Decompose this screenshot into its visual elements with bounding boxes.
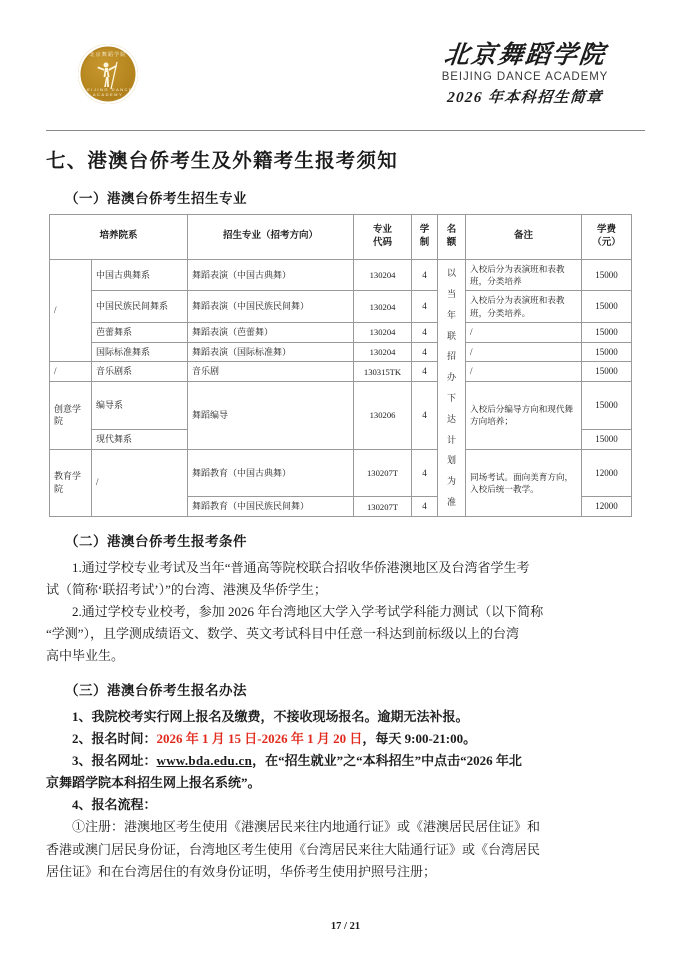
registration-flow-1-line-2: 香港或澳门居民身份证，台湾地区考生使用《台湾居民来往大陆通行证》或《台湾居民	[46, 841, 541, 857]
quota-char: 以	[447, 268, 457, 279]
cell-department: 国际标准舞系	[92, 342, 188, 362]
cell-code: 130204	[354, 342, 412, 362]
col-header-remark: 备注	[466, 215, 582, 260]
page-number: 17 / 21	[330, 921, 361, 932]
col-header-tuition-l2: （元）	[592, 238, 621, 248]
quota-char: 划	[447, 455, 457, 466]
cell-department: /	[92, 449, 188, 516]
cell-tuition: 15000	[582, 342, 632, 362]
registration-item-2-suffix: ，每天 9:00-21:00。	[362, 731, 477, 747]
cell-department: 芭蕾舞系	[92, 322, 188, 342]
registration-item-3-prefix: 3、报名网址：	[72, 753, 157, 769]
seal-bottom-text: BEIJING DANCE ACADEMY	[82, 87, 134, 97]
col-header-tuition-l1: 学费	[597, 224, 617, 235]
registration-flow-1-line-1: ①注册：港澳地区考生使用《港澳居民来往内地通行证》或《港澳居民居住证》和	[72, 819, 541, 835]
registration-item-2	[46, 728, 645, 749]
condition-item-2-line-3: 高中毕业生。	[46, 648, 125, 664]
col-header-quota	[438, 215, 466, 260]
cell-department: 现代舞系	[92, 429, 188, 449]
quota-char: 联	[447, 330, 457, 341]
cell-department: 中国民族民间舞系	[92, 291, 188, 322]
cell-code: 130206	[354, 382, 412, 449]
col-header-system-l2: 制	[419, 238, 430, 248]
table-row	[50, 382, 632, 430]
cell-remark: 入校后分为表演班和表教班，分类培养。	[466, 291, 582, 322]
cell-major: 舞蹈表演（国际标准舞）	[188, 342, 354, 362]
cell-years: 4	[412, 291, 438, 322]
cell-major: 舞蹈表演（中国民族民间舞）	[188, 291, 354, 322]
cell-college-group-4: 教育学院	[50, 449, 92, 516]
registration-date-range: 2026 年 1 月 15 日-2026 年 1 月 20 日	[156, 731, 363, 747]
quota-char: 当	[447, 288, 457, 299]
col-header-system	[412, 215, 438, 260]
registration-block	[46, 679, 645, 881]
quota-char: 达	[447, 413, 457, 424]
brand-block	[405, 42, 645, 107]
cell-code: 130315TK	[354, 362, 412, 382]
condition-item-1-line-2: 试（简称‘联招考试’）”的台湾、港澳及华侨学生；	[46, 582, 327, 598]
cell-remark: 入校后分编导方向和现代舞方向培养；	[466, 382, 582, 449]
majors-table	[49, 214, 632, 517]
col-header-code	[354, 215, 412, 260]
cell-years: 4	[412, 362, 438, 382]
cell-tuition: 12000	[582, 497, 632, 517]
cell-code: 130207T	[354, 497, 412, 517]
cell-college-group-2: /	[50, 362, 92, 382]
registration-website-link[interactable]: www.bda.edu.cn	[156, 753, 253, 769]
quota-char: 计	[447, 434, 457, 445]
cell-major: 音乐剧	[188, 362, 354, 382]
cell-tuition: 15000	[582, 429, 632, 449]
cell-remark: /	[466, 342, 582, 362]
subsection-heading-2: （二）港澳台侨考生报考条件	[65, 534, 247, 549]
brand-name-chinese: 北京舞蹈学院	[442, 42, 608, 69]
quota-char: 为	[447, 476, 457, 487]
quota-vertical-chars	[442, 263, 461, 513]
cell-years: 4	[412, 382, 438, 449]
cell-remark: 同场考试。面向美育方向，入校后统一教学。	[466, 449, 582, 516]
registration-item-3-mid: ，在“招生就业”之“本科招生”中点击“2026 年北	[252, 753, 522, 769]
cell-department: 中国古典舞系	[92, 260, 188, 291]
condition-item-2-line-1: 2.通过学校专业校考，参加 2026 年台湾地区大学入学考试学科能力测试（以下简称	[72, 604, 544, 620]
table-row	[50, 322, 632, 342]
table-row	[50, 291, 632, 322]
cell-college-group-1: /	[50, 260, 92, 362]
condition-item-1-line-1: 1.通过学校专业考试及当年“普通高等院校联合招收华侨港澳地区及台湾省学生考	[72, 560, 530, 575]
cell-major: 舞蹈编导	[188, 382, 354, 449]
cell-major: 舞蹈表演（芭蕾舞）	[188, 322, 354, 342]
page-title: 七、港澳台侨考生及外籍考生报考须知	[46, 151, 398, 172]
cell-years: 4	[412, 497, 438, 517]
registration-item-1: 1、我院校考实行网上报名及缴费，不接收现场报名。逾期无法补报。	[72, 709, 469, 725]
brand-subtitle: 2026 年本科招生简章	[446, 90, 604, 106]
col-header-quota-l2: 额	[446, 238, 457, 248]
cell-code: 130207T	[354, 449, 412, 497]
registration-item-2-prefix: 2、报名时间：	[72, 731, 157, 747]
cell-major: 舞蹈表演（中国古典舞）	[188, 260, 354, 291]
seal-top-text: 北京舞蹈学院	[89, 52, 127, 58]
cell-major: 舞蹈教育（中国古典舞）	[188, 449, 354, 497]
cell-tuition: 12000	[582, 449, 632, 497]
quota-char: 下	[447, 393, 457, 403]
cell-years: 4	[412, 342, 438, 362]
cell-department: 音乐剧系	[92, 362, 188, 382]
document-content	[46, 131, 645, 882]
cell-tuition: 15000	[582, 382, 632, 430]
cell-department: 编导系	[92, 382, 188, 430]
cell-major: 舞蹈教育（中国民族民间舞）	[188, 497, 354, 517]
cell-tuition: 15000	[582, 322, 632, 342]
col-header-college: 培养院系	[50, 215, 188, 260]
cell-remark: /	[466, 322, 582, 342]
cell-remark: 入校后分为表演班和表教班，分类培养	[466, 260, 582, 291]
registration-flow-1-line-3: 居住证》和在台湾居住的有效身份证明，华侨考生使用护照号注册；	[46, 863, 437, 879]
cell-years: 4	[412, 260, 438, 291]
registration-item-3-line-2: 京舞蹈学院本科招生网上报名系统”。	[46, 775, 261, 791]
cell-years: 4	[412, 449, 438, 497]
cell-remark: /	[466, 362, 582, 382]
table-row	[50, 449, 632, 497]
cell-code: 130204	[354, 322, 412, 342]
subsection-heading-1: （一）港澳台侨考生招生专业	[65, 191, 247, 206]
bda-seal-logo-icon	[78, 44, 138, 104]
table-row	[50, 362, 632, 382]
col-header-major: 招生专业（招考方向）	[188, 215, 354, 260]
cell-code: 130204	[354, 260, 412, 291]
quota-char: 招	[447, 351, 457, 362]
table-row	[50, 342, 632, 362]
table-row	[50, 260, 632, 291]
cell-quota-vertical	[438, 260, 466, 517]
quota-char: 准	[447, 497, 457, 508]
cell-tuition: 15000	[582, 260, 632, 291]
cell-tuition: 15000	[582, 362, 632, 382]
cell-code: 130204	[354, 291, 412, 322]
brand-name-english: BEIJING DANCE ACADEMY	[441, 71, 609, 83]
subsection-heading-3: （三）港澳台侨考生报名办法	[65, 683, 247, 699]
quota-char: 办	[447, 372, 457, 383]
col-header-quota-l1: 名	[446, 224, 457, 235]
cell-years: 4	[412, 322, 438, 342]
quota-char: 年	[447, 309, 457, 320]
cell-college-group-3: 创意学院	[50, 382, 92, 449]
registration-item-4: 4、报名流程：	[72, 797, 157, 813]
registration-item-3	[46, 750, 645, 771]
col-header-tuition	[582, 215, 632, 260]
page-masthead	[46, 42, 645, 126]
col-header-code-l2: 代码	[373, 238, 393, 248]
condition-item-2-line-2: “学测”），且学测成绩语文、数学、英文考试科目中任意一科达到前标级以上的台湾	[46, 626, 520, 642]
cell-tuition: 15000	[582, 291, 632, 322]
table-header-row	[50, 215, 632, 260]
conditions-block	[46, 530, 645, 666]
col-header-code-l1: 专业	[373, 224, 393, 235]
col-header-system-l1: 学	[419, 224, 430, 235]
